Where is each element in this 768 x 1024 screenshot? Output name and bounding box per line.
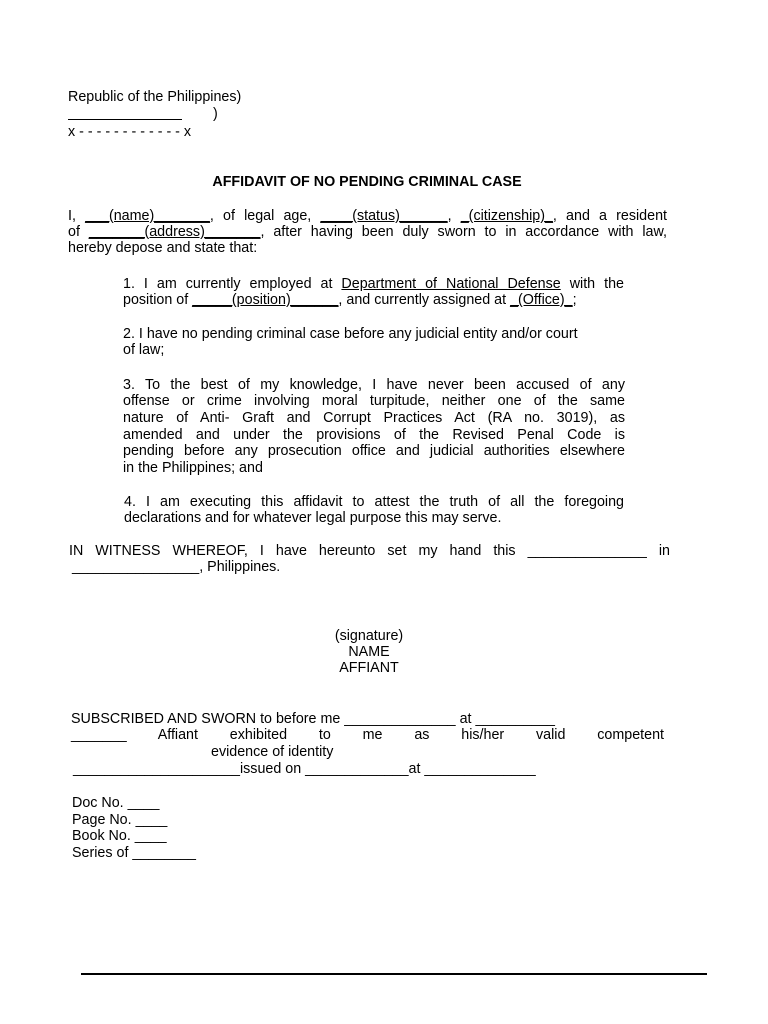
office-field: _(Office)_ (510, 292, 573, 308)
address-field: _______(address)_______ (88, 224, 261, 240)
item-3-line-2: offense or crime involving moral turpitude, neither one of the same (123, 393, 625, 409)
item-3-line-3: nature of Anti- Graft and Corrupt Practices Act (RA no. 3019), as (123, 410, 625, 426)
bottom-divider (81, 973, 707, 975)
venue-paren: ) (213, 106, 218, 122)
jurat-line-3: evidence of identity (211, 744, 334, 760)
department-field: Department of National Defense (341, 276, 561, 292)
intro-text: , and a resident (552, 208, 667, 224)
series-of: Series of ________ (72, 845, 197, 861)
page-no: Page No. ____ (72, 812, 168, 828)
venue-blank-line (68, 119, 182, 120)
position-field: _____(position)______ (192, 292, 339, 308)
status-field: ____(status)______ (320, 208, 448, 224)
item-text: , and currently assigned at (338, 292, 511, 308)
intro-text: , (447, 208, 461, 224)
intro-text: I, (68, 208, 86, 224)
document-title: AFFIDAVIT OF NO PENDING CRIMINAL CASE (212, 174, 522, 190)
witness-line-1: IN WITNESS WHEREOF, I have hereunto set my hand this _______________ in (69, 543, 670, 559)
item-3-line-4: amended and under the provisions of the Revised Penal Code is (123, 427, 625, 443)
jurat-line-4: _____________________issued on _____________at ______________ (73, 761, 536, 777)
name-field: ___(name)_______ (85, 208, 210, 224)
item-3-line-5: pending before any prosecution office and judicial authorities elsewhere (123, 443, 625, 459)
intro-line-2 (68, 224, 667, 241)
item-4-line-2: declarations and for whatever legal purpose this may serve. (124, 510, 502, 526)
signature-label: (signature) (334, 628, 404, 644)
book-no: Book No. ____ (72, 828, 167, 844)
venue-republic: Republic of the Philippines) (68, 89, 242, 105)
intro-line-1 (68, 208, 667, 225)
item-1-line-2 (123, 292, 577, 309)
item-text: ; (572, 292, 577, 308)
item-text: with the (560, 276, 624, 292)
item-2-line-2: of law; (123, 342, 165, 358)
doc-no: Doc No. ____ (72, 795, 160, 811)
intro-line-3: hereby depose and state that: (68, 240, 258, 256)
intro-text: of (68, 224, 89, 240)
item-1-line-1 (123, 276, 624, 293)
intro-text: , of legal age, (209, 208, 321, 224)
item-text: position of (123, 292, 193, 308)
citizenship-field: _(citizenship)_ (460, 208, 553, 224)
item-text: 1. I am currently employed at (123, 276, 342, 292)
affiant-name: NAME (348, 644, 390, 660)
jurat-line-1: SUBSCRIBED AND SWORN to before me ______________ at __________ (71, 711, 555, 727)
item-3-line-6: in the Philippines; and (123, 460, 263, 476)
venue-dashes: x - - - - - - - - - - - - x (68, 124, 192, 140)
intro-text: , after having been duly sworn to in accordance with law, (260, 224, 668, 240)
item-4-line-1: 4. I am executing this affidavit to attest the truth of all the foregoing (124, 494, 624, 510)
item-2-line-1: 2. I have no pending criminal case before any judicial entity and/or court (123, 326, 578, 342)
affiant-label: AFFIANT (339, 660, 399, 676)
witness-line-2: ________________, Philippines. (72, 559, 281, 575)
jurat-line-2: _______ Affiant exhibited to me as his/her valid competent (71, 727, 664, 743)
item-3-line-1: 3. To the best of my knowledge, I have never been accused of any (123, 377, 625, 393)
